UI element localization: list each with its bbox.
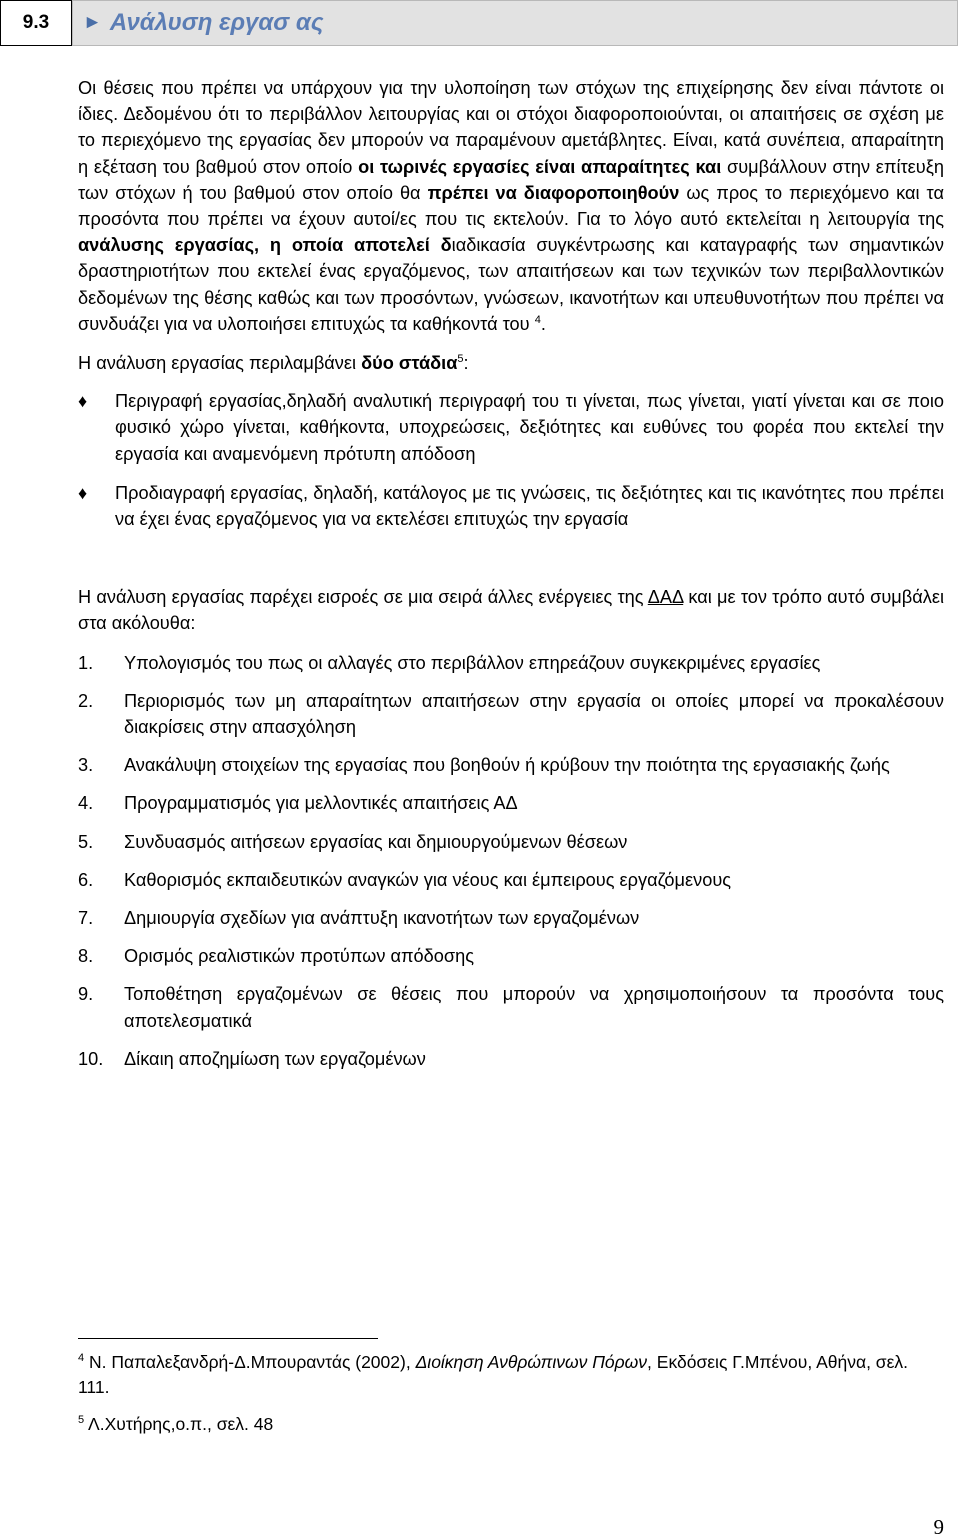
- triangle-arrow-icon: ►: [83, 12, 102, 33]
- list-number: 1.: [78, 652, 94, 673]
- bullet-text: Προδιαγραφή εργασίας, δηλαδή, κατάλογος με τις γνώσεις, τις δεξιότητες και τις ικανότητες που πρέπει να έχει ένας εργαζόμενος για να εκτελέσει επιτυχώς την εργασία: [115, 482, 944, 530]
- list-item: [78, 650, 944, 676]
- bold-text: πρέπει να διαφοροποιηθούν: [427, 182, 680, 203]
- list-text: Περιορισμός των μη απαραίτητων απαιτήσεων στην εργασία οι οποίες μπορεί να προκαλέσουν διακρίσεις στην απασχόληση: [124, 690, 944, 738]
- paragraph-contributions: [78, 584, 944, 636]
- page-number: 9: [933, 1515, 944, 1539]
- list-item: [78, 943, 944, 969]
- list-text: Καθορισμός εκπαιδευτικών αναγκών για νέους και έμπειρους εργαζόμενους: [124, 869, 732, 890]
- bullet-list: [78, 388, 944, 532]
- bullet-item: [78, 480, 944, 532]
- list-number: 9.: [78, 984, 94, 1005]
- list-number: 3.: [78, 755, 94, 776]
- text: Η ανάλυση εργασίας παρέχει εισροές σε μια σειρά άλλες ενέργειες της: [78, 587, 648, 608]
- list-number: 5.: [78, 831, 94, 852]
- list-text: Δημιουργία σχεδίων για ανάπτυξη ικανοτήτων των εργαζομένων: [124, 908, 640, 929]
- footnote-ref[interactable]: 5: [457, 352, 464, 365]
- list-item: [78, 981, 944, 1033]
- list-text: Ορισμός ρεαλιστικών προτύπων απόδοσης: [124, 946, 474, 967]
- text: Η ανάλυση εργασίας περιλαμβάνει: [78, 353, 362, 374]
- text: και με τον τρόπο αυτό συμβάλει στα ακόλουθα:: [78, 587, 944, 634]
- numbered-list: [78, 650, 944, 1072]
- list-text: Ανακάλυψη στοιχείων της εργασίας που βοηθούν ή κρύβουν την ποιότητα της εργασιακής ζωής: [124, 755, 890, 776]
- list-number: 2.: [78, 690, 94, 711]
- text: .: [540, 313, 546, 334]
- list-number: 4.: [78, 793, 94, 814]
- italic-text: Διοίκηση Ανθρώπινων Πόρων: [415, 1352, 648, 1372]
- text: Οι θέσεις που πρέπει να υπάρχουν για την υλοποίηση των στόχων της επιχείρησης δεν είναι πάντοτε οι ίδιες. Δεδομένου ότι το περιβάλλον λειτουργίας και οι στόχοι διαφοροποιούνται, οι απαιτήσεις σε σχέση με το περιεχόμενο της εργασίας δεν μπορούν να παραμένουν αμετάβλητες. Είναι, κατά συνέπεια, απαραίτητη η εξέταση του βαθμού στον οποίο: [78, 78, 944, 177]
- list-text: Δίκαιη αποζημίωση των εργαζομένων: [124, 1048, 426, 1069]
- footnote-ref[interactable]: 4: [534, 313, 541, 326]
- text: :: [463, 353, 469, 374]
- footnote-4: [78, 1350, 944, 1400]
- paragraph-stages: [78, 350, 944, 376]
- list-text: Προγραμματισμός για μελλοντικές απαιτήσεις ΑΔ: [124, 793, 518, 814]
- paragraph-intro: [78, 75, 944, 337]
- text: ως προς το περιεχόμενο και τα προσόντα που πρέπει να έχουν αυτοί/ες που τις εκτελούν. Για το λόγο αυτό εκτελείται η λειτουργία της: [78, 182, 944, 230]
- footnote-mark: 5: [78, 1414, 85, 1427]
- list-text: Υπολογισμός του πως οι αλλαγές στο περιβάλλον επηρεάζουν συγκεκριμένες εργασίες: [124, 652, 821, 673]
- list-text: Τοποθέτηση εργαζομένων σε θέσεις που μπορούν να χρησιμοποιήσουν τα προσόντα τους αποτελεσματικά: [124, 984, 944, 1031]
- footnote-mark: 4: [78, 1352, 85, 1365]
- text: Ν. Παπαλεξανδρή-Δ.Μπουραντάς (2002),: [84, 1352, 416, 1372]
- list-number: 6.: [78, 869, 94, 890]
- list-item: [78, 790, 944, 816]
- list-item: [78, 1046, 944, 1072]
- bullet-text: Περιγραφή εργασίας,δηλαδή αναλυτική περιγραφή του τι γίνεται, πως γίνεται, γιατί γίνεται και σε ποιο φυσικό χώρο γίνεται, καθήκοντα, υποχρεώσεις, δεξιότητες και ευθύνες του φορέα που εκτελεί την εργασία και αναμενόμενη πρότυπη απόδοση: [115, 391, 944, 464]
- list-text: Συνδυασμός αιτήσεων εργασίας και δημιουργούμενων θέσεων: [124, 831, 628, 852]
- list-item: [78, 829, 944, 855]
- main-content: [78, 75, 944, 1084]
- diamond-bullet-icon: ♦: [78, 482, 88, 503]
- list-item: [78, 905, 944, 931]
- underlined-text: ΔΑΔ: [647, 587, 684, 608]
- footnote-separator: [78, 1338, 378, 1339]
- list-item: [78, 867, 944, 893]
- diamond-bullet-icon: ♦: [78, 391, 88, 412]
- footnotes: [78, 1350, 944, 1449]
- list-item: [78, 688, 944, 740]
- list-number: 10.: [78, 1048, 104, 1069]
- text: ιαδικασία συγκέντρωσης και καταγραφής των σημαντικών δραστηριοτήτων που εκτελεί ένας εργαζόμενος, των απαιτήσεων και των τεχνικών των περιβαλλοντικών δεδομένων της θέσης καθώς και των προσόντων, γνώσεων, ικανοτήτων και υπευθυνοτήτων που πρέπει να συνδυάζει για να υλοποιήσει επιτυχώς τα καθήκοντά του: [78, 235, 944, 334]
- bold-text: οι τωρινές εργασίες είναι απαραίτητες και: [358, 156, 722, 177]
- bold-text: δύο στάδια: [361, 353, 458, 374]
- list-number: 7.: [78, 908, 94, 929]
- footnote-5: [78, 1412, 944, 1437]
- list-number: 8.: [78, 946, 94, 967]
- bold-text: ανάλυσης εργασίας, η οποία αποτελεί δ: [78, 235, 452, 256]
- section-title: Ανάλυση εργασ ας: [109, 9, 324, 36]
- text: Λ.Χυτήρης,ο.π., σελ. 48: [84, 1414, 274, 1434]
- section-number: 9.3: [0, 0, 72, 46]
- bullet-item: [78, 388, 944, 467]
- text: , Εκδόσεις Γ.Μπένου, Αθήνα, σελ. 111.: [78, 1352, 909, 1397]
- list-item: [78, 752, 944, 778]
- section-header-bar: [72, 0, 958, 46]
- text: συμβάλλουν στην επίτευξη των στόχων ή του βαθμού στον οποίο θα: [78, 156, 944, 203]
